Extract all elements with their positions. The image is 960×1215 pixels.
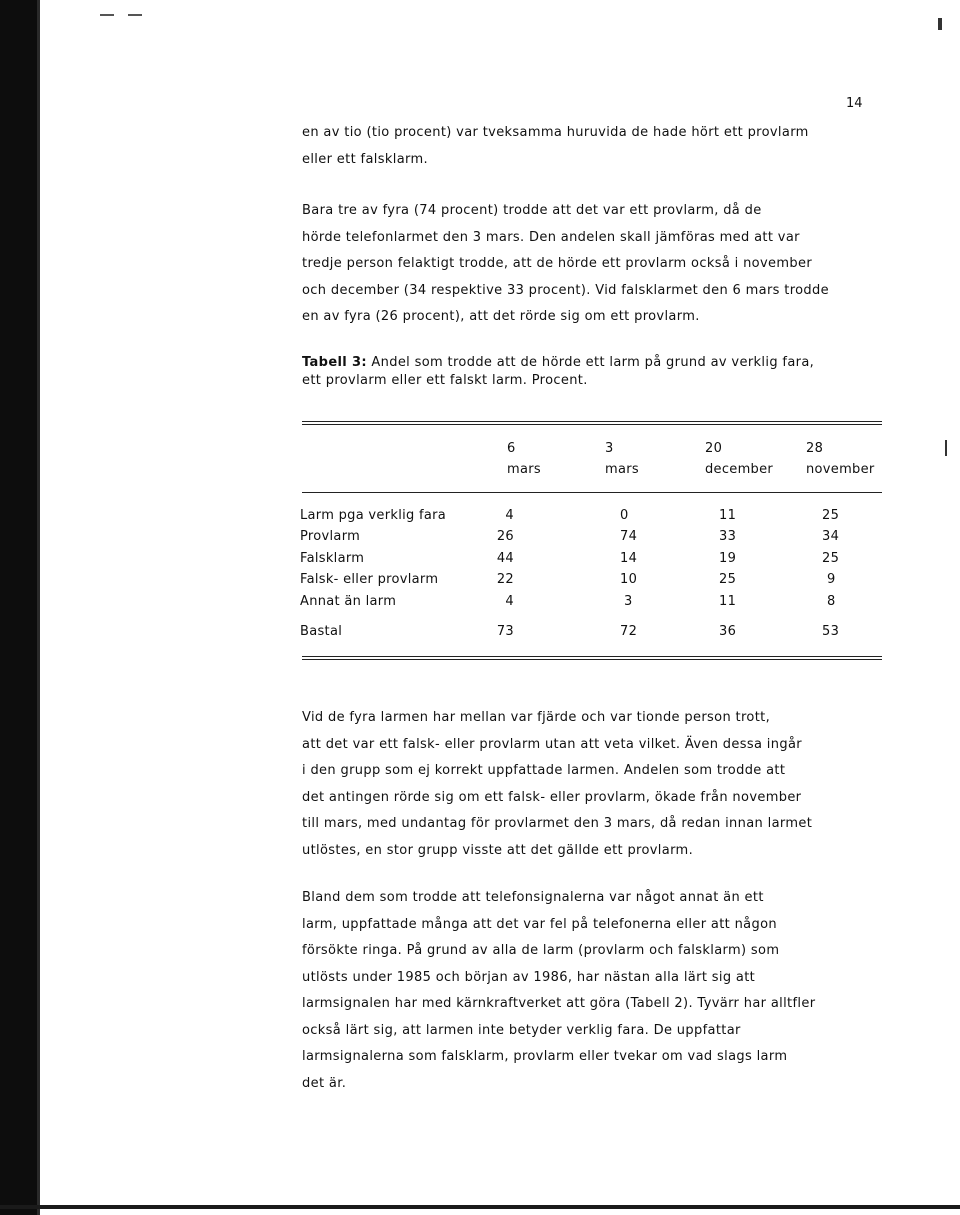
- row-label: Annat än larm: [300, 593, 397, 609]
- table-row: [300, 526, 860, 547]
- table-body: [300, 505, 860, 642]
- cell-28-november: 8: [827, 593, 836, 609]
- table-caption: [302, 354, 872, 390]
- column-header-6-mars: [507, 438, 541, 480]
- cell-20-december: 11: [719, 593, 737, 609]
- paragraph-intro: en av tio (tio procent) var tveksamma huruvida de hade hört ett provlarm eller ett falsklarm.: [302, 125, 809, 167]
- paragraph-provlarm: Bara tre av fyra (74 procent) trodde att det var ett provlarm, då de hörde telefonlarmet den 3 mars. Den andelen skall jämföras med att var tredje person felaktigt trodde, att de hörde ett provlarm också i november och december (34 respektive 33 procent). Vid falsklarmet den 6 mars trodde en av fyra (26 procent), att det rörde sig om ett provlarm.: [302, 203, 829, 324]
- table-row: [300, 505, 860, 526]
- table-total-row: [300, 621, 860, 642]
- table-caption-label: Tabell 3:: [302, 355, 367, 370]
- paragraph-falsk-eller-provlarm: Vid de fyra larmen har mellan var fjärde och var tionde person trott, att det var ett falsk- eller provlarm utan att veta vilket. Även dessa ingår i den grupp som ej korrekt uppfattade larmen. Andelen som trodde att det antingen rörde sig om ett falsk- eller provlarm, ökade från november till mars, med undantag för provlarmet den 3 mars, då redan innan larmet utlöstes, en stor grupp visste att det gällde ett provlarm.: [302, 710, 813, 858]
- column-day: 28: [806, 441, 824, 456]
- paragraph-telefonsignaler: Bland dem som trodde att telefonsignalerna var något annat än ett larm, uppfattade många att det var fel på telefonerna eller att någon försökte ringa. På grund av alla de larm (provlarm och falsklarm) som utlösts under 1985 och början av 1986, har nästan alla lärt sig att larmsignalen har med kärnkraftverket att göra (Tabell 2). Tyvärr har alltfler också lärt sig, att larmen inte betyder verklig fara. De uppfattar larmsignalerna som falsklarm, provlarm eller tvekar om vad slags larm det är.: [302, 890, 816, 1091]
- table-row: [300, 569, 860, 590]
- total-label: Bastal: [300, 623, 343, 639]
- cell-6-mars: 4: [505, 508, 514, 523]
- scan-corner-mark: [938, 18, 942, 30]
- table-row: [300, 548, 860, 569]
- row-label: Falsk- eller provlarm: [300, 572, 439, 588]
- scan-border-bottom: [0, 1205, 960, 1209]
- column-header-20-december: [705, 438, 773, 480]
- cell-20-december: 25: [719, 572, 737, 588]
- total-3-mars: 72: [620, 623, 638, 639]
- cell-20-december: 33: [719, 529, 737, 545]
- cell-3-mars: 14: [620, 550, 638, 566]
- table-row: [300, 591, 860, 612]
- results-table: [300, 436, 885, 498]
- column-month: mars: [605, 462, 639, 477]
- scan-stray-mark: [945, 440, 947, 456]
- column-header-28-november: [806, 438, 875, 480]
- column-day: 6: [507, 441, 516, 456]
- cell-20-december: 19: [719, 550, 737, 566]
- total-28-november: 53: [822, 623, 840, 639]
- page-number: 14: [846, 96, 863, 111]
- cell-20-december: 11: [719, 508, 737, 523]
- cell-28-november: 25: [822, 508, 840, 523]
- column-month: november: [806, 462, 875, 477]
- table-header-empty: [300, 436, 445, 498]
- cell-6-mars: 22: [496, 572, 514, 588]
- cell-3-mars: 3: [624, 593, 633, 609]
- table-top-rule: [302, 421, 882, 425]
- total-6-mars: 73: [496, 623, 514, 639]
- cell-3-mars: 74: [620, 529, 638, 545]
- table-header-row: [300, 436, 885, 498]
- cell-28-november: 9: [827, 572, 836, 588]
- table-bottom-rule: [302, 656, 882, 660]
- cell-28-november: 25: [822, 550, 840, 566]
- row-label: Provlarm: [300, 529, 361, 545]
- column-day: 20: [705, 441, 723, 456]
- cell-3-mars: 0: [620, 508, 629, 523]
- table-caption-text: Andel som trodde att de hörde ett larm på grund av verklig fara, ett provlarm eller ett falskt larm. Procent.: [302, 355, 815, 388]
- column-day: 3: [605, 441, 614, 456]
- column-header-3-mars: [605, 438, 639, 480]
- cell-6-mars: 26: [496, 529, 514, 545]
- scan-dash-mark: [100, 14, 114, 16]
- column-month: december: [705, 462, 774, 477]
- cell-6-mars: 44: [496, 550, 514, 566]
- total-20-december: 36: [719, 623, 737, 639]
- column-month: mars: [507, 462, 541, 477]
- cell-28-november: 34: [822, 529, 840, 545]
- row-label: Larm pga verklig fara: [300, 508, 447, 523]
- scan-border-left-shadow: [37, 0, 40, 1215]
- cell-3-mars: 10: [620, 572, 638, 588]
- row-label: Falsklarm: [300, 550, 365, 566]
- cell-6-mars: 4: [505, 593, 514, 609]
- scan-border-left: [0, 0, 37, 1215]
- scan-dash-mark: [128, 14, 142, 16]
